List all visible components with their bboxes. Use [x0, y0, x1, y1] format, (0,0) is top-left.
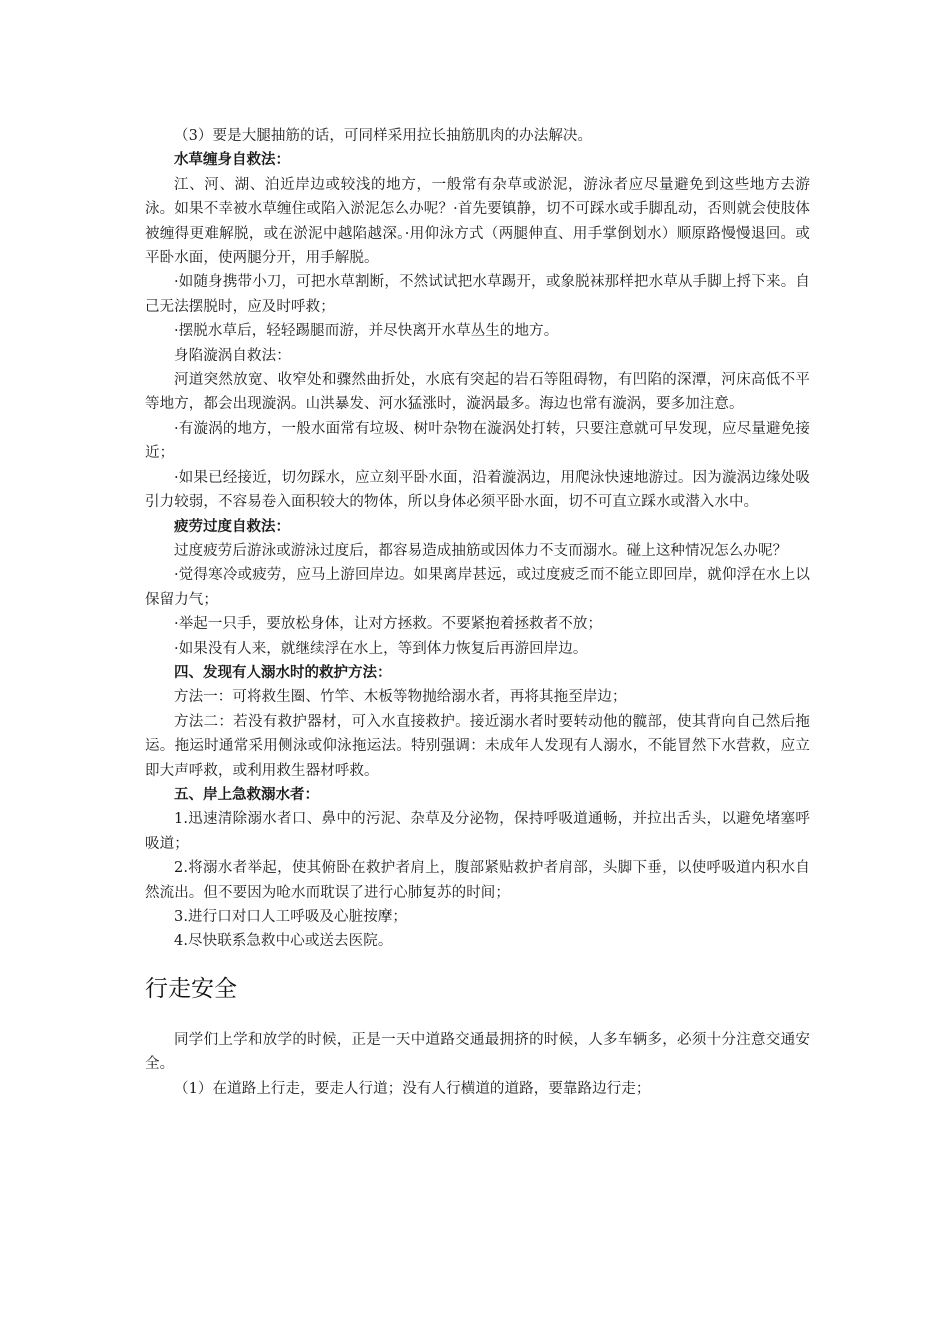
paragraph: 河道突然放宽、收窄处和骤然曲折处，水底有突起的岩石等阻碍物，有凹陷的深潭，河床高低不平等地方，都会出现漩涡。山洪暴发、河水猛涨时，漩涡最多。海边也常有漩涡，要多加注意。: [145, 372, 810, 413]
paragraph: 3.进行口对口人工呼吸及心脏按摩；: [174, 909, 408, 925]
paragraph: ·举起一只手，要放松身体，让对方拯救。不要紧抱着拯救者不放；: [174, 616, 603, 633]
paragraph: 身陷漩涡自救法：: [174, 347, 291, 364]
water-safety-section: [145, 124, 810, 954]
subheading: 疲劳过度自救法：: [174, 517, 290, 535]
paragraph: 4.尽快联系急救中心或送去医院。: [174, 933, 393, 950]
paragraph: ·如果已经接近，切勿踩水，应立刻平卧水面，沿着漩涡边，用爬泳快速地游过。因为漩涡边缘处吸引力较弱，不容易卷入面积较大的物体，所以身体必须平卧水面，切不可直立踩水或潜入水中。: [145, 469, 810, 511]
paragraph: 同学们上学和放学的时候，正是一天中道路交通最拥挤的时候，人多车辆多，必须十分注意交通安全。: [145, 1031, 810, 1073]
paragraph: ·如随身携带小刀，可把水草割断，不然试试把水草踢开，或象脱袜那样把水草从手脚上捋下来。自己无法摆脱时，应及时呼救；: [145, 274, 810, 315]
paragraph: （3）要是大腿抽筋的话，可同样采用拉长抽筋肌肉的办法解决。: [174, 128, 593, 144]
subheading: 五、岸上急救溺水者：: [174, 785, 319, 803]
paragraph: 2.将溺水者举起，使其俯卧在救护者肩上，腹部紧贴救护者肩部，头脚下垂，以使呼吸道内积水自然流出。但不要因为呛水而耽误了进行心肺复苏的时间；: [145, 860, 810, 901]
subheading: 水草缠身自救法：: [174, 151, 290, 169]
paragraph: ·觉得寒冷或疲劳，应马上游回岸边。如果离岸甚远，或过度疲乏而不能立即回岸，就仰浮在水上以保留力气；: [145, 567, 810, 608]
paragraph: ·摆脱水草后，轻轻踢腿而游，并尽快离开水草丛生的地方。: [174, 323, 559, 340]
section-title: 行走安全: [145, 975, 237, 1002]
paragraph: ·如果没有人来，就继续浮在水上，等到体力恢复后再游回岸边。: [174, 640, 588, 657]
paragraph: 方法二：若没有救护器材，可入水直接救护。接近溺水者时要转动他的髋部，使其背向自己然后拖运。拖运时通常采用侧泳或仰泳拖运法。特别强调：未成年人发现有人溺水，不能冒然下水营救，应立即大声呼救，或利用救生器材呼救。: [145, 713, 810, 779]
paragraph: 方法一：可将救生圈、竹竿、木板等物抛给溺水者，再将其拖至岸边；: [174, 689, 627, 706]
paragraph: 1.迅速清除溺水者口、鼻中的污泥、杂草及分泌物，保持呼吸道通畅，并拉出舌头，以避免堵塞呼吸道；: [145, 811, 810, 852]
paragraph: 过度疲劳后游泳或游泳过度后，都容易造成抽筋或因体力不支而溺水。碰上这种情况怎么办呢？: [174, 542, 788, 559]
document-body: [145, 124, 810, 1101]
walking-safety-section: [145, 1028, 810, 1101]
paragraph: （1）在道路上行走，要走人行道；没有人行横道的道路，要靠路边行走；: [174, 1080, 651, 1097]
paragraph: ·有漩涡的地方，一般水面常有垃圾、树叶杂物在漩涡处打转，只要注意就可早发现，应尽量避免接近；: [145, 420, 810, 462]
paragraph: 江、河、湖、泊近岸边或较浅的地方，一般常有杂草或淤泥，游泳者应尽量避免到这些地方去游泳。如果不幸被水草缠住或陷入淤泥怎么办呢？·首先要镇静，切不可踩水或手脚乱动，否则就会使肢体被缠得更难解脱，或在淤泥中越陷越深。·用仰泳方式（两腿伸直、用手掌倒划水）顺原路慢慢退回。或平卧水面，使两腿分开，用手解脱。: [145, 176, 810, 267]
subheading: 四、发现有人溺水时的救护方法：: [174, 663, 392, 681]
